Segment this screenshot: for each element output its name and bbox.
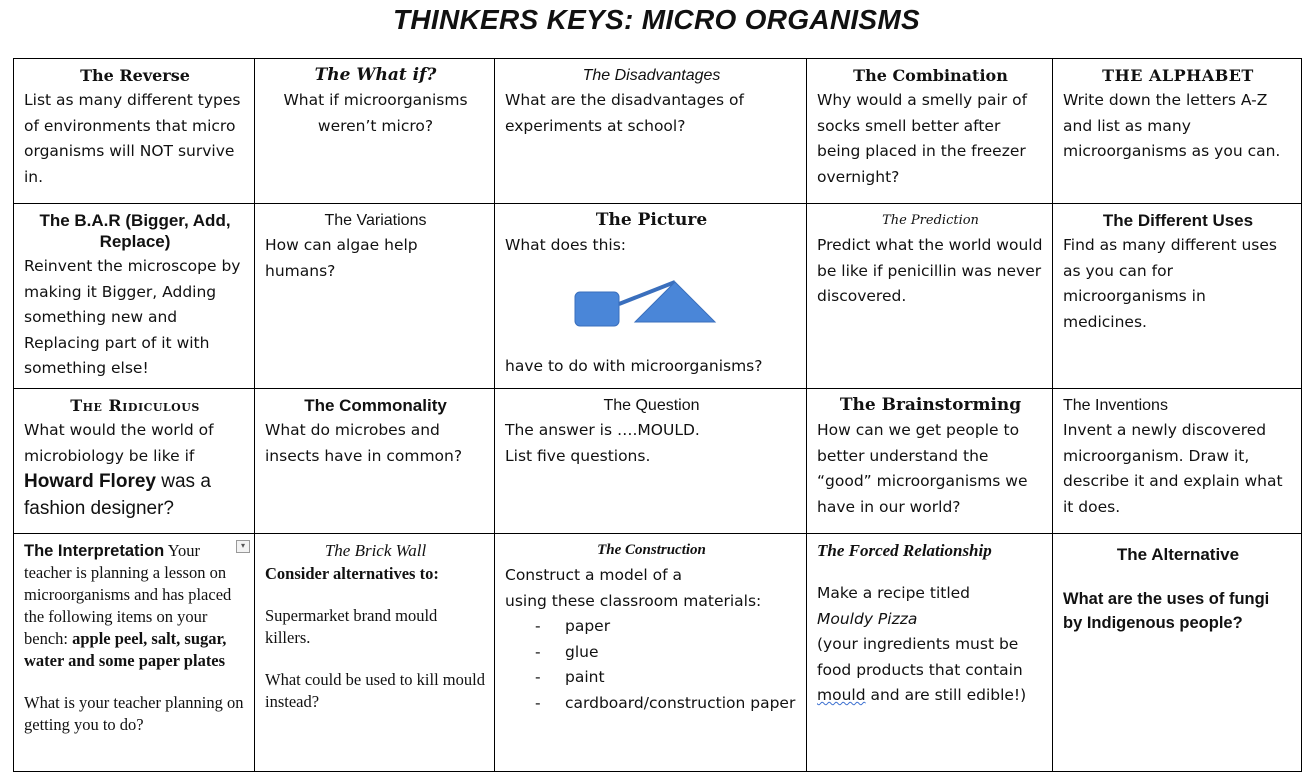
dropdown-arrow-icon[interactable]: ▾ bbox=[236, 540, 250, 553]
cell-picture bbox=[495, 204, 807, 389]
cell-text: What are the disadvantages of experiments at school? bbox=[505, 91, 744, 135]
cell-text-line1: Make a recipe titled bbox=[817, 584, 971, 602]
cell-brainstorming bbox=[807, 389, 1053, 534]
cell-heading: The Commonality bbox=[304, 396, 447, 415]
cell-heading: The Construction bbox=[597, 542, 706, 558]
cell-interpretation bbox=[14, 534, 255, 771]
cell-alternative bbox=[1053, 534, 1301, 771]
text-part-b: was a fashion designer? bbox=[24, 471, 211, 519]
cell-disadvantages bbox=[495, 59, 807, 204]
recipe-title: Mouldy Pizza bbox=[817, 609, 918, 628]
cell-text-line2: using these classroom materials: bbox=[505, 591, 762, 610]
cell-text: What if microorganisms weren’t micro? bbox=[283, 91, 468, 135]
cell-text-bottom: have to do with microorganisms? bbox=[505, 357, 763, 375]
person-name: Howard Florey bbox=[24, 471, 156, 492]
cell-heading: The Brainstorming bbox=[839, 395, 1022, 415]
cell-question bbox=[495, 389, 807, 534]
cell-text-line1: Construct a model of a bbox=[505, 566, 682, 584]
list-item: - glue bbox=[535, 640, 798, 666]
cell-heading: The Ridiculous bbox=[70, 396, 200, 415]
cell-different-uses bbox=[1053, 204, 1301, 389]
list-item: - paper bbox=[535, 614, 798, 640]
materials-list bbox=[535, 614, 798, 716]
cell-alphabet bbox=[1053, 59, 1301, 204]
text-part-a: What would the world of microbiology be like if bbox=[24, 421, 214, 465]
cell-heading: The Forced Relationship bbox=[817, 541, 992, 560]
cell-combination bbox=[807, 59, 1053, 204]
bench-items: apple peel, salt, sugar, water and some paper plates bbox=[24, 629, 227, 670]
text-part-a: Your teacher is planning a lesson on microorganisms and has placed the following items on your bench: bbox=[24, 541, 232, 648]
cell-heading: The Alternative bbox=[1116, 545, 1240, 564]
triangle-shape bbox=[635, 282, 715, 322]
thinkers-keys-grid bbox=[13, 58, 1302, 772]
cell-inventions bbox=[1053, 389, 1301, 534]
cell-construction bbox=[495, 534, 807, 771]
cell-text-p2: What could be used to kill mould instead? bbox=[265, 670, 485, 711]
cell-variations bbox=[255, 204, 495, 389]
square-shape bbox=[575, 292, 619, 326]
cell-text bbox=[24, 418, 246, 522]
cell-text: What are the uses of fungi by Indigenous people? bbox=[1063, 590, 1270, 632]
cell-forced-relationship bbox=[807, 534, 1053, 771]
cell-heading: The Question bbox=[603, 397, 700, 414]
cell-text: Find as many different uses as you can for microorganisms in medicines. bbox=[1063, 236, 1277, 331]
cell-heading: The Prediction bbox=[882, 213, 979, 228]
cell-subheading: Consider alternatives to: bbox=[265, 564, 439, 583]
cell-text: How can algae help humans? bbox=[265, 236, 418, 280]
cell-text-line1: The answer is ….MOULD. bbox=[505, 421, 700, 439]
cell-bar bbox=[14, 204, 255, 389]
list-item: - cardboard/construction paper bbox=[535, 691, 798, 717]
cell-heading: The B.A.R (Bigger, Add, Replace) bbox=[39, 211, 231, 251]
cell-commonality bbox=[255, 389, 495, 534]
text-part-a: (your ingredients must be food products that contain bbox=[817, 635, 1023, 679]
cell-text: List as many different types of environments that micro organisms will NOT survive in. bbox=[24, 91, 241, 186]
cell-text: Why would a smelly pair of socks smell better after being placed in the freezer overnight? bbox=[817, 91, 1028, 186]
cell-text: Invent a newly discovered microorganism. Draw it, describe it and explain what it does. bbox=[1063, 421, 1283, 516]
cell-text: Predict what the world would be like if penicillin was never discovered. bbox=[817, 236, 1043, 305]
page-title: THINKERS KEYS: MICRO ORGANISMS bbox=[392, 4, 921, 35]
cell-what-if bbox=[255, 59, 495, 204]
cell-heading: The Brick Wall bbox=[324, 541, 427, 560]
cell-text: Write down the letters A-Z and list as many microorganisms as you can. bbox=[1063, 91, 1281, 160]
cell-text: What do microbes and insects have in common? bbox=[265, 421, 463, 465]
cell-ridiculous bbox=[14, 389, 255, 534]
cell-text bbox=[817, 632, 1044, 709]
cell-heading: The Picture bbox=[595, 210, 708, 230]
cell-heading: The Inventions bbox=[1063, 397, 1168, 414]
cell-text-top: What does this: bbox=[505, 236, 627, 254]
cell-text bbox=[24, 540, 246, 672]
cell-heading: THE ALPHABET bbox=[1102, 66, 1254, 85]
cell-text-b: What is your teacher planning on getting you to do? bbox=[24, 693, 244, 734]
cell-heading: The Different Uses bbox=[1102, 211, 1254, 230]
picture-shapes bbox=[573, 278, 723, 334]
cell-text-p1: Supermarket brand mould killers. bbox=[265, 606, 438, 647]
cell-reverse bbox=[14, 59, 255, 204]
cell-heading: The Interpretation bbox=[24, 542, 165, 560]
cell-prediction bbox=[807, 204, 1053, 389]
cell-text: How can we get people to better understand the “good” microorganisms we have in our world? bbox=[817, 421, 1028, 516]
spellcheck-word: mould bbox=[817, 686, 866, 704]
list-item: - paint bbox=[535, 665, 798, 691]
cell-heading: The Reverse bbox=[80, 66, 190, 85]
cell-brick-wall bbox=[255, 534, 495, 771]
cell-heading: The Disadvantages bbox=[582, 67, 721, 84]
cell-heading: The Variations bbox=[324, 212, 427, 229]
cell-heading: The What if? bbox=[314, 65, 437, 85]
cell-text: Reinvent the microscope by making it Bigger, Adding something new and Replacing part of it with something else! bbox=[24, 257, 241, 377]
cell-text-line2: List five questions. bbox=[505, 446, 651, 465]
cell-heading: The Combination bbox=[853, 66, 1008, 85]
text-part-b: and are still edible!) bbox=[865, 686, 1027, 704]
